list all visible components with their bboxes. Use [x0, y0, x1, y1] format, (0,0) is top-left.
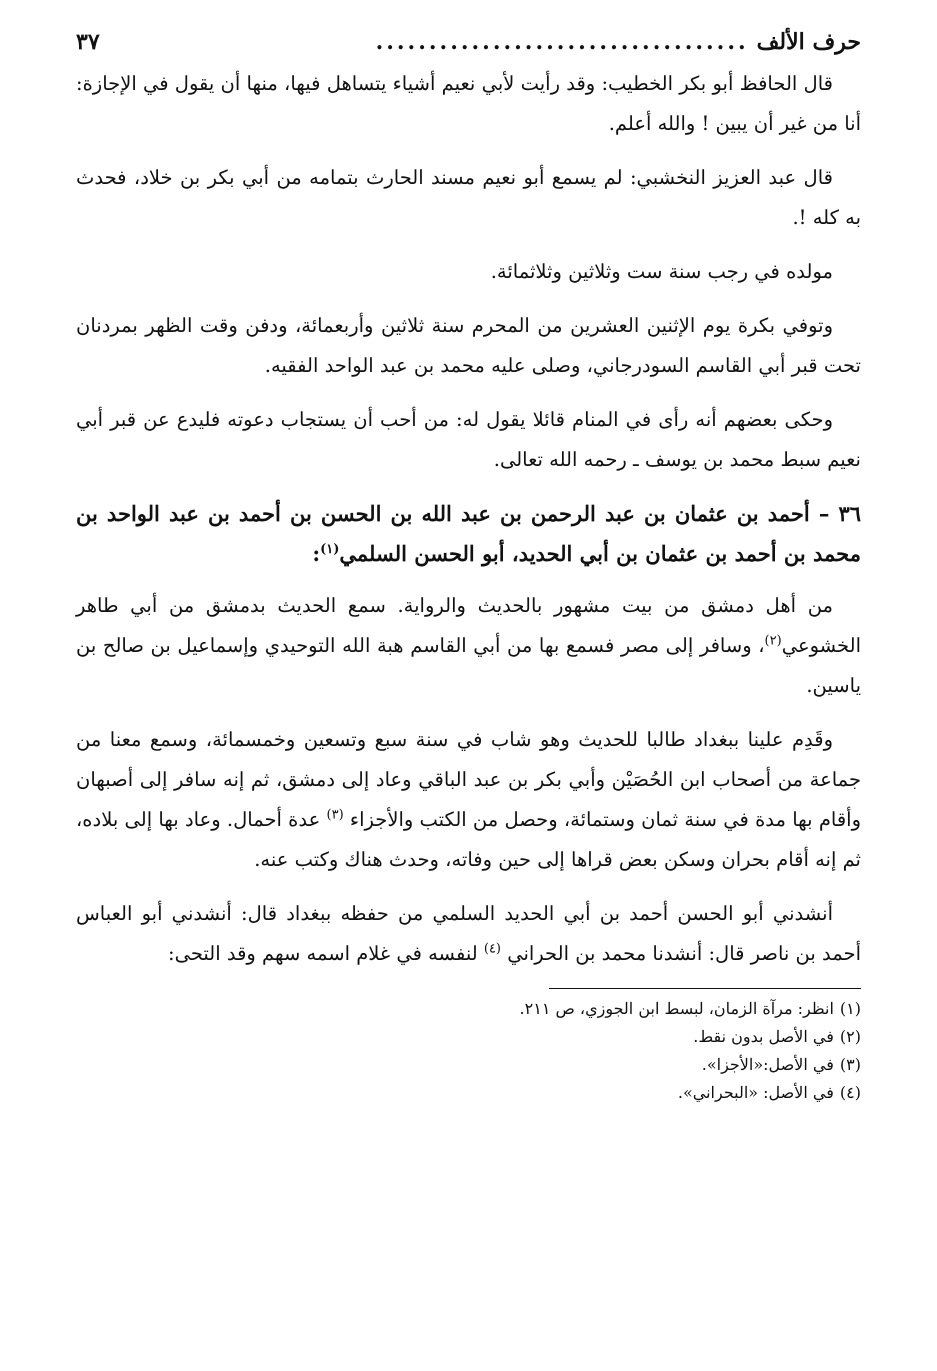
paragraph-baghdad-a: وقَدِم علينا ببغداد طالبا للحديث وهو شاب في سنة سبع وتسعين وخمسمائة، وسمع معنا من جماعة من أصحاب ابن الحُصَيْن وأبي بكر بن عبد الباقي وعاد إلى دمشق، ثم إنه سافر إلى أصبهان وأقام بها مدة في سنة ثمان وستمائة، وحصل من الكتب والأجزاء: [76, 728, 861, 831]
paragraph-origin-a: من أهل دمشق من بيت مشهور بالحديث والرواية. سمع الحديث بدمشق من أبي طاهر الخشوعي: [76, 594, 861, 657]
footnote-divider: [549, 988, 861, 989]
paragraph-origin: [76, 586, 861, 706]
footnote-ref-4: (٤): [483, 941, 501, 957]
paragraph-nakhshabi: قال عبد العزيز النخشبي: لم يسمع أبو نعيم مسند الحارث بتمامه من أبي بكر بن خلاد، فحدث به كله !.: [76, 166, 861, 229]
dot-leader: ...................................: [375, 29, 749, 55]
footnote-ref-2: (٢): [764, 633, 782, 649]
paragraph-poem-intro-a: أنشدني أبو الحسن أحمد بن أبي الحديد السلمي من حفظه ببغداد قال: أنشدني أبو العباس أحمد بن ناصر قال: أنشدنا محمد بن الحراني: [76, 902, 861, 965]
chapter-title: حرف الألف: [756, 29, 861, 55]
footnote-text: في الأصل:«الأجزا».: [701, 1055, 834, 1074]
book-page: [76, 22, 861, 1107]
footnote-number: (٤): [839, 1083, 861, 1102]
footnote-ref-3: (٣): [326, 807, 344, 823]
paragraph-dream: وحكى بعضهم أنه رأى في المنام قائلا يقول له: من أحب أن يستجاب دعوته فليدع عن قبر أبي نعيم سبط محمد بن يوسف ـ رحمه الله تعالى.: [76, 408, 861, 471]
footnote-number: (١): [839, 999, 861, 1018]
entry-heading-colon: :: [312, 541, 321, 566]
footnote-item: [76, 995, 861, 1023]
footnote-item: [76, 1023, 861, 1051]
paragraph-khatib: قال الحافظ أبو بكر الخطيب: وقد رأيت لأبي نعيم أشياء يتساهل فيها، منها أن يقول في الإجازة: أنا من غير أن يبين ! والله أعلم.: [76, 72, 861, 135]
running-head: [76, 22, 861, 62]
footnotes-list: [76, 995, 861, 1107]
footnote-ref-1: (١): [320, 542, 340, 557]
footnote-item: [76, 1079, 861, 1107]
footnote-number: (٢): [839, 1027, 861, 1046]
paragraph-birth: مولده في رجب سنة ست وثلاثين وثلاثمائة.: [490, 260, 833, 283]
entry-heading: [76, 494, 861, 574]
footnote-text: انظر: مرآة الزمان، لبسط ابن الجوزي، ص ٢١١.: [519, 999, 834, 1018]
paragraph-poem-intro-b: لنفسه في غلام اسمه سهم وقد التحى:: [168, 942, 478, 965]
entry-heading-text: ٣٦ – أحمد بن عثمان بن عبد الرحمن بن عبد الله بن الحسن بن أحمد بن عبد الواحد بن محمد بن أحمد بن عثمان بن أبي الحديد، أبو الحسن السلمي: [76, 501, 861, 566]
footnote-text: في الأصل: «البحراني».: [677, 1083, 834, 1102]
footnote-item: [76, 1051, 861, 1079]
paragraph-death: وتوفي بكرة يوم الإثنين العشرين من المحرم سنة ثلاثين وأربعمائة، ودفن وقت الظهر بمردنان تحت قبر أبي القاسم السودرجاني، وصلى عليه محمد بن عبد الواحد الفقيه.: [76, 314, 861, 377]
paragraph-poem-intro: [76, 894, 861, 974]
paragraph-baghdad: [76, 720, 861, 880]
page-number: ٣٧: [76, 29, 100, 55]
paragraph-baghdad-b: عدة أحمال. وعاد بها إلى بلاده، ثم إنه أقام بحران وسكن بعض قراها إلى حين وفاته، وحدث هناك وكتب عنه.: [76, 808, 861, 871]
footnote-number: (٣): [839, 1055, 861, 1074]
footnote-text: في الأصل بدون نقط.: [693, 1027, 834, 1046]
paragraph-origin-b: ، وسافر إلى مصر فسمع بها من أبي القاسم هبة الله التوحيدي وإسماعيل بن صالح بن ياسين.: [76, 634, 861, 697]
